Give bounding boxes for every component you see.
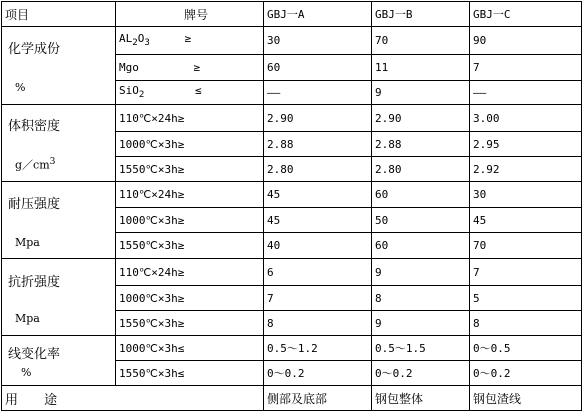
value-cell: 45 <box>470 208 582 233</box>
value-cell: 2.88 <box>264 132 372 157</box>
condition-cell <box>116 81 264 105</box>
value-cell: 6 <box>264 259 372 286</box>
section-unit: Mpa <box>15 235 40 249</box>
section-label <box>2 105 116 182</box>
condition-cell: 1000℃×3h≤ <box>116 336 264 361</box>
usage-row <box>2 386 582 411</box>
section-unit: Mpa <box>15 311 40 325</box>
header-item: 项目 <box>2 2 116 27</box>
value-cell: 70 <box>372 27 470 55</box>
header-brand <box>116 2 264 27</box>
subscript: 2 <box>132 37 138 49</box>
condition-text: O <box>137 32 145 46</box>
condition-cell: 1000℃×3h≥ <box>116 132 264 157</box>
spec-table <box>1 1 582 411</box>
subscript: 2 <box>138 89 145 101</box>
section-label <box>2 182 116 259</box>
usage-value: 钢包整体 <box>372 386 470 411</box>
usage-label-char: 途 <box>44 392 58 408</box>
value-cell: 30 <box>264 27 372 55</box>
value-cell: 0～0.2 <box>264 361 372 386</box>
table-row <box>2 259 582 286</box>
value-cell: 2.90 <box>264 105 372 132</box>
table-row <box>2 105 582 132</box>
section-label <box>2 27 116 105</box>
usage-label <box>2 386 264 411</box>
value-cell: 7 <box>470 259 582 286</box>
value-cell: 2.88 <box>372 132 470 157</box>
section-label <box>2 259 116 336</box>
superscript: 3 <box>49 155 56 167</box>
condition-cell: 1000℃×3h≥ <box>116 208 264 233</box>
usage-value: 侧部及底部 <box>264 386 372 411</box>
value-cell: 30 <box>470 182 582 208</box>
comparison-symbol: ≥ <box>193 61 201 74</box>
value-cell: 50 <box>372 208 470 233</box>
value-cell: 8 <box>372 286 470 311</box>
value-cell: —— <box>264 81 372 105</box>
table-row <box>2 336 582 361</box>
value-cell: 2.92 <box>470 157 582 182</box>
comparison-symbol: ≥ <box>184 32 192 46</box>
condition-text: Mgo <box>119 61 139 74</box>
comparison-symbol: ≤ <box>195 84 202 98</box>
value-cell: 45 <box>264 208 372 233</box>
value-cell: 60 <box>372 182 470 208</box>
header-row <box>2 2 582 27</box>
condition-cell: 1550℃×3h≤ <box>116 361 264 386</box>
value-cell: 7 <box>264 286 372 311</box>
section-unit: % <box>15 81 26 94</box>
value-cell: 11 <box>372 55 470 81</box>
value-cell: 3.00 <box>470 105 582 132</box>
value-cell: 2.80 <box>372 157 470 182</box>
value-cell: 5 <box>470 286 582 311</box>
condition-cell: 110℃×24h≥ <box>116 259 264 286</box>
value-cell: 8 <box>264 311 372 336</box>
condition-cell: 1550℃×3h≥ <box>116 157 264 182</box>
value-cell: 9 <box>372 259 470 286</box>
condition-cell: 1550℃×3h≥ <box>116 311 264 336</box>
usage-label-char: 用 <box>5 392 19 408</box>
condition-cell: 110℃×24h≥ <box>116 182 264 208</box>
value-cell: 2.95 <box>470 132 582 157</box>
value-cell: 8 <box>470 311 582 336</box>
condition-cell: 1000℃×3h≥ <box>116 286 264 311</box>
value-cell: 0～0.2 <box>372 361 470 386</box>
condition-cell: 1550℃×3h≥ <box>116 233 264 259</box>
value-cell: 0.5～1.2 <box>264 336 372 361</box>
subscript: 3 <box>144 37 150 49</box>
grade-c-header: GBJ一C <box>470 2 582 27</box>
table-row <box>2 182 582 208</box>
value-cell: 45 <box>264 182 372 208</box>
section-label <box>2 336 116 386</box>
condition-cell: 110℃×24h≥ <box>116 105 264 132</box>
value-cell: 70 <box>470 233 582 259</box>
value-cell: 60 <box>372 233 470 259</box>
value-cell: 7 <box>470 55 582 81</box>
header-brand-label: 牌号 <box>184 7 209 22</box>
usage-value: 钢包渣线 <box>470 386 582 411</box>
unit-text: g／cm <box>15 158 50 172</box>
section-title: 抗折强度 <box>8 274 61 290</box>
section-title: 体积密度 <box>8 118 61 134</box>
value-cell: 9 <box>372 81 470 105</box>
grade-b-header: GBJ一B <box>372 2 470 27</box>
section-unit <box>5 134 115 173</box>
section-unit: % <box>21 366 32 379</box>
condition-cell <box>116 55 264 81</box>
value-cell: 2.90 <box>372 105 470 132</box>
value-cell: 40 <box>264 233 372 259</box>
condition-text: SiO <box>119 84 139 98</box>
value-cell: 0～0.2 <box>470 361 582 386</box>
value-cell: —— <box>470 81 582 105</box>
value-cell: 2.80 <box>264 157 372 182</box>
value-cell: 90 <box>470 27 582 55</box>
value-cell: 60 <box>264 55 372 81</box>
section-title: 化学成份 <box>8 42 61 57</box>
section-title: 线变化率 <box>8 347 61 362</box>
condition-cell <box>116 27 264 55</box>
section-title: 耐压强度 <box>8 196 61 212</box>
value-cell: 0.5～1.5 <box>372 336 470 361</box>
value-cell: 9 <box>372 311 470 336</box>
table-row <box>2 27 582 55</box>
value-cell: 0～0.5 <box>470 336 582 361</box>
condition-text: AL <box>119 32 133 46</box>
grade-a-header: GBJ一A <box>264 2 372 27</box>
